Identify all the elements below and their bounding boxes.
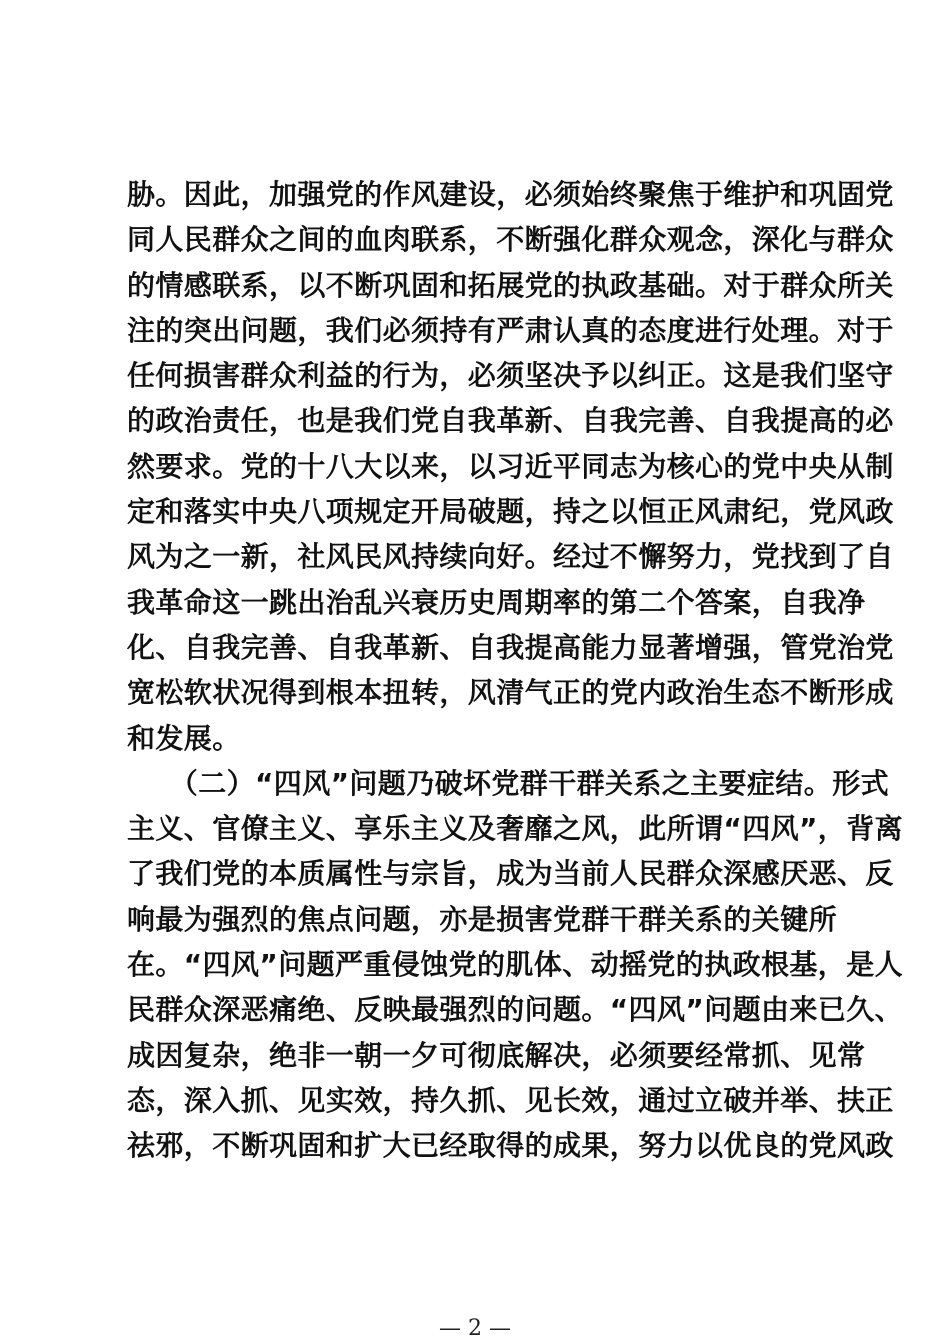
text-line: 风为之一新，社风民风持续向好。经过不懈努力，党找到了自 — [127, 540, 894, 574]
text-line: 民群众深恶痛绝、反映最强烈的问题。“四风”问题由来已久、 — [127, 993, 904, 1027]
text-line: 在。“四风”问题严重侵蚀党的肌体、动摇党的执政根基，是人 — [127, 948, 904, 982]
text-line: 和发展。 — [127, 721, 241, 755]
text-line: 定和落实中央八项规定开局破题，持之以恒正风肃纪，党风政 — [127, 495, 894, 529]
text-line: 的情感联系，以不断巩固和拓展党的执政基础。对于群众所关 — [127, 268, 894, 302]
text-line: 同人民群众之间的血肉联系，不断强化群众观念，深化与群众 — [127, 223, 894, 257]
text-line: 响最为强烈的焦点问题，亦是损害党群干群关系的关键所 — [127, 902, 838, 936]
text-line: 态，深入抓、见实效，持久抓、见长效，通过立破并举、扶正 — [127, 1083, 894, 1117]
text-line: 的政治责任，也是我们党自我革新、自我完善、自我提高的必 — [127, 404, 894, 438]
text-line: 宽松软状况得到根本扭转，风清气正的党内政治生态不断形成 — [127, 676, 894, 710]
text-line: 任何损害群众利益的行为，必须坚决予以纠正。这是我们坚守 — [127, 359, 894, 393]
text-line: 主义、官僚主义、享乐主义及奢靡之风，此所谓“四风”，背离 — [127, 812, 904, 846]
text-line: 祛邪，不断巩固和扩大已经取得的成果，努力以优良的党风政 — [127, 1129, 894, 1163]
section-heading-line: （二）“四风”问题乃破坏党群干群关系之主要症结。形式 — [127, 766, 890, 800]
page-number: — 2 — — [439, 1316, 511, 1341]
text-line: 注的突出问题，我们必须持有严肃认真的态度进行处理。对于 — [127, 313, 894, 347]
text-line: 胁。因此，加强党的作风建设，必须始终聚焦于维护和巩固党 — [127, 178, 894, 211]
text-line: 然要求。党的十八大以来，以习近平同志为核心的党中央从制 — [127, 449, 894, 483]
text-line: 化、自我完善、自我革新、自我提高能力显著增强，管党治党 — [127, 630, 894, 664]
text-line: 成因复杂，绝非一朝一夕可彻底解决，必须要经常抓、见常 — [127, 1038, 866, 1072]
text-line: 我革命这一跳出治乱兴衰历史周期率的第二个答案，自我净 — [127, 585, 866, 619]
document-body — [127, 172, 904, 1169]
text-line: 了我们党的本质属性与宗旨，成为当前人民群众深感厌恶、反 — [127, 857, 894, 891]
